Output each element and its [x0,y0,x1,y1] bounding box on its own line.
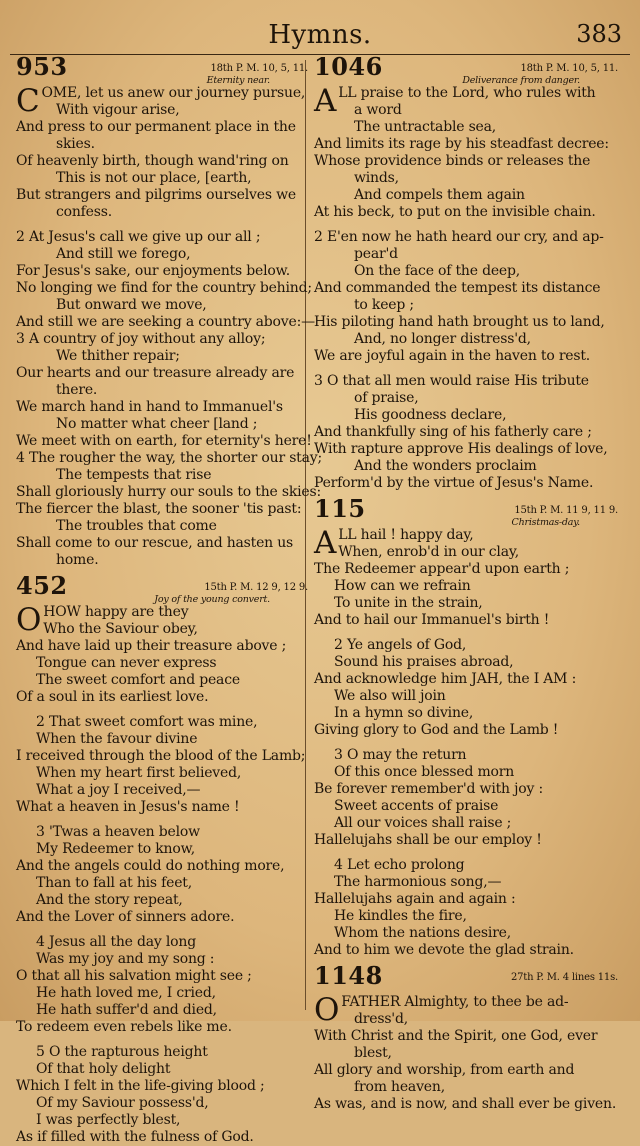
left-column [16,52,322,1146]
verse-line: His goodness declare, [354,407,507,423]
verse-line: of praise, [354,390,419,406]
verse-line: And compels them again [354,187,525,203]
verse-line: What a heaven in Jesus's name ! [16,799,240,815]
verse-line: winds, [354,170,399,186]
verse-line: But strangers and pilgrims ourselves we [16,187,296,203]
drop-cap: O [16,602,42,638]
verse-line: Of a soul in its earliest love. [16,689,209,705]
verse-line: As was, and is now, and shall ever be given. [314,1096,617,1112]
verse-line: At his beck, to put on the invisible chain. [314,204,596,220]
hymn-text [314,994,618,1113]
verse-line: Whose providence binds or releases the [314,153,591,169]
verse-line: there. [56,382,98,398]
verse-line: In a hymn so divine, [334,705,474,721]
drop-cap: C [16,83,40,119]
verse-line: What a joy I received,— [36,782,201,798]
verse-line: And have laid up their treasure above ; [16,638,287,654]
verse-line: 3 A country of joy without any alloy; [16,331,266,347]
verse-line: And acknowledge him JAH, the I AM : [314,671,577,687]
page-title: Hymns. [268,20,372,50]
verse-gap [314,629,618,637]
verse-line: I was perfectly blest, [36,1112,181,1128]
hymn-953 [16,52,322,569]
verse-line: All our voices shall raise ; [334,815,512,831]
verse-line: With Christ and the Spirit, one God, ever [314,1028,598,1044]
verse-line: All glory and worship, from earth and [314,1062,575,1078]
verse-line: Than to fall at his feet, [36,875,192,891]
drop-cap: A [314,525,337,561]
verse-line: This is not our place, [earth, [56,170,252,186]
verse-line: Be forever remember'd with joy : [314,781,543,797]
drop-cap: O [314,992,340,1028]
hymn-meter: 18th P. M. 10, 5, 11. [210,63,308,74]
hymn-1148 [314,961,618,1113]
verse-line: 4 Jesus all the day long [36,934,196,950]
verse-line: blest, [354,1045,392,1061]
verse-line: skies. [56,136,95,152]
verse-line: To unite in the strain, [334,595,483,611]
hymn-meter: 27th P. M. 4 lines 11s. [510,972,618,983]
verse-line: And the story repeat, [36,892,183,908]
verse-line: dress'd, [354,1011,408,1027]
verse-line: Perform'd by the virtue of Jesus's Name. [314,475,594,491]
verse-line: His piloting hand hath brought us to land, [314,314,605,330]
verse-line: The untractable sea, [354,119,497,135]
hymn-452 [16,571,308,1146]
verse-line: 2 That sweet comfort was mine, [36,714,258,730]
verse-line: And the Lover of sinners adore. [16,909,235,925]
verse-line: FATHER Almighty, to thee be ad- [341,994,569,1010]
verse-line: And to him we devote the glad strain. [314,942,574,958]
verse-line: Hallelujahs shall be our employ ! [314,832,542,848]
verse-line: When my heart first believed, [36,765,242,781]
verse-line: To redeem even rebels like me. [16,1019,232,1035]
verse-line: My Redeemer to know, [36,841,195,857]
verse-line: from heaven, [354,1079,445,1095]
hymn-1046 [314,52,618,492]
verse-line: 5 O the rapturous height [36,1044,208,1060]
verse-line: And, no longer distress'd, [354,331,531,347]
hymn-number: 953 [16,52,68,81]
verse-line: On the face of the deep, [354,263,521,279]
verse-line: And press to our permanent place in the [16,119,296,135]
verse-line: And the angels could do nothing more, [16,858,285,874]
verse-line: The sweet comfort and peace [36,672,240,688]
hymn-number: 115 [314,494,366,523]
hymn-meter: 15th P. M. 12 9, 12 9. [204,582,308,593]
verse-line: confess. [56,204,112,220]
verse-line: We meet with on earth, for eternity's here! [16,433,312,449]
hymn-title: Christmas-day. [511,517,580,528]
verse-line: When, enrob'd in our clay, [338,544,519,560]
verse-line: 4 The rougher the way, the shorter our stay; [16,450,322,466]
hymn-text [16,83,322,569]
hymn-number: 1148 [314,961,383,990]
verse-line: HOW happy are they [43,604,189,620]
verse-line: Sweet accents of praise [334,798,499,814]
verse-line: 2 E'en now he hath heard our cry, and ap- [314,229,604,245]
hymn-meter: 18th P. M. 10, 5, 11. [520,63,618,74]
verse-line: Shall gloriously hurry our souls to the skies: [16,484,321,500]
verse-line: And commanded the tempest its distance [314,280,601,296]
verse-line: He hath suffer'd and died, [36,1002,217,1018]
verse-line: The troubles that come [56,518,217,534]
verse-gap [16,926,308,934]
verse-line: LL praise to the Lord, who rules with [338,85,596,101]
hymn-header [314,494,618,528]
verse-line: Hallelujahs again and again : [314,891,516,907]
verse-line: Was my joy and my song : [36,951,215,967]
verse-line: Of that holy delight [36,1061,171,1077]
verse-line: 2 Ye angels of God, [334,637,467,653]
verse-line: With rapture approve His dealings of love, [314,441,608,457]
hymn-header [314,961,618,993]
page-header [10,14,630,55]
right-column [314,52,618,1113]
verse-line: 3 O that all men would raise His tribute [314,373,589,389]
verse-line: We march hand in hand to Immanuel's [16,399,283,415]
verse-line: LL hail ! happy day, [338,527,474,543]
verse-line: How can we refrain [334,578,471,594]
hymn-number: 452 [16,571,68,600]
hymn-header [16,571,308,605]
verse-line: And the wonders proclaim [354,458,537,474]
verse-line: Who the Saviour obey, [43,621,198,637]
hymn-meter: 15th P. M. 11 9, 11 9. [514,505,618,516]
verse-line: Of my Saviour possess'd, [36,1095,209,1111]
hymn-header [314,52,618,86]
verse-line: OME, let us anew our journey pursue, [41,85,306,101]
verse-line: home. [56,552,99,568]
verse-line: When the favour divine [36,731,198,747]
verse-line: And still we forego, [56,246,191,262]
verse-line: We thither repair; [56,348,180,364]
verse-line: Which I felt in the life-giving blood ; [16,1078,265,1094]
verse-line: And to hail our Immanuel's birth ! [314,612,550,628]
verse-line: a word [354,102,402,118]
verse-line: No longing we find for the country behind; [16,280,312,296]
verse-line: 3 O may the return [334,747,467,763]
verse-line: I received through the blood of the Lamb; [16,748,306,764]
verse-line: to keep ; [354,297,414,313]
verse-line: But onward we move, [56,297,207,313]
verse-line: No matter what cheer [land ; [56,416,258,432]
verse-line: The tempests that rise [56,467,212,483]
hymn-title: Deliverance from danger. [462,75,580,86]
verse-line: The fiercer the blast, the sooner 'tis past: [16,501,302,517]
verse-gap [314,221,618,229]
verse-gap [314,365,618,373]
verse-line: We are joyful again in the haven to rest. [314,348,591,364]
drop-cap: A [314,83,337,119]
hymn-header [16,52,308,86]
verse-line: O that all his salvation might see ; [16,968,252,984]
verse-line: And still we are seeking a country above:— [16,314,315,330]
hymn-115 [314,494,618,959]
hymn-text [16,604,308,1146]
verse-line: With vigour arise, [56,102,180,118]
hymn-text [314,85,618,492]
verse-gap [314,849,618,857]
verse-line: Whom the nations desire, [334,925,512,941]
verse-line: For Jesus's sake, our enjoyments below. [16,263,291,279]
page-number: 383 [576,20,622,48]
verse-line: Of this once blessed morn [334,764,515,780]
verse-line: Sound his praises abroad, [334,654,514,670]
verse-gap [16,706,308,714]
verse-line: Tongue can never express [36,655,217,671]
verse-line: He kindles the fire, [334,908,467,924]
hymn-title: Eternity near. [206,75,270,86]
verse-line: 4 Let echo prolong [334,857,465,873]
verse-line: And thankfully sing of his fatherly care ; [314,424,592,440]
verse-line: Of heavenly birth, though wand'ring on [16,153,289,169]
verse-line: As if filled with the fulness of God. [16,1129,254,1145]
verse-line: He hath loved me, I cried, [36,985,216,1001]
hymn-title: Joy of the young convert. [154,594,270,605]
verse-line: 3 'Twas a heaven below [36,824,200,840]
verse-line: Shall come to our rescue, and hasten us [16,535,294,551]
verse-line: pear'd [354,246,398,262]
hymn-text [314,527,618,959]
verse-gap [314,739,618,747]
verse-line: The Redeemer appear'd upon earth ; [314,561,570,577]
verse-line: The harmonious song,— [334,874,502,890]
hymn-number: 1046 [314,52,383,81]
verse-line: And limits its rage by his steadfast decree: [314,136,609,152]
verse-line: 2 At Jesus's call we give up our all ; [16,229,261,245]
verse-line: We also will join [334,688,446,704]
verse-line: Giving glory to God and the Lamb ! [314,722,559,738]
verse-gap [16,1036,308,1044]
verse-line: Our hearts and our treasure already are [16,365,295,381]
verse-gap [16,221,308,229]
verse-gap [16,816,308,824]
